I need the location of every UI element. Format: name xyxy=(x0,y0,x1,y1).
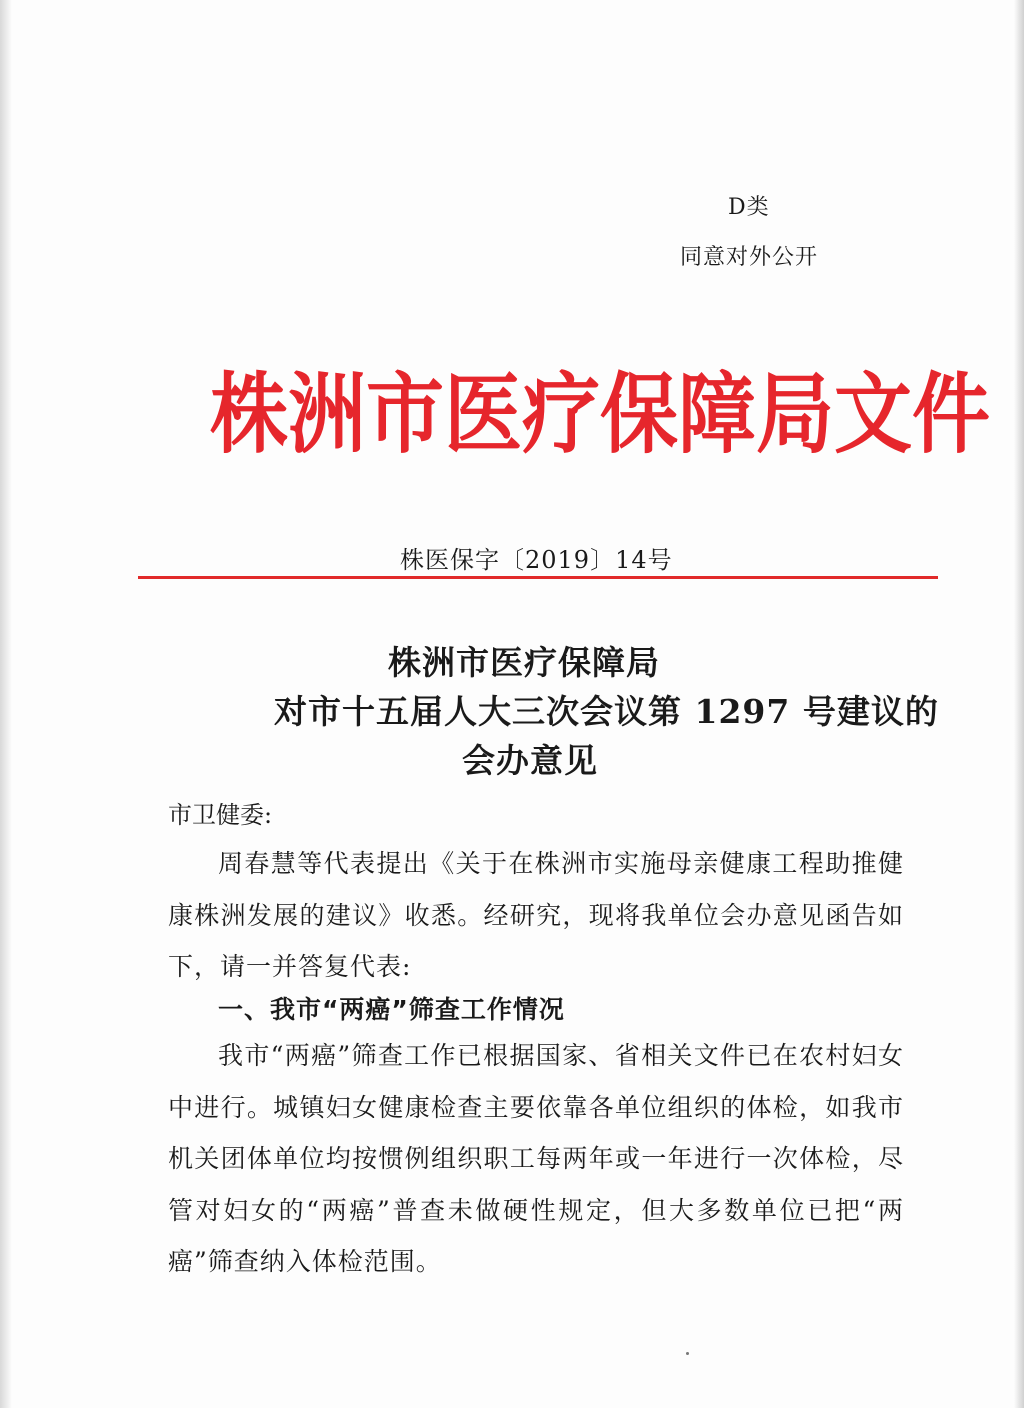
salutation: 市卫健委: xyxy=(168,801,273,829)
body-paragraph-2: 我市“两癌”筛查工作已根据国家、省相关文件已在农村妇女中进行。城镇妇女健康检查主要依靠各单位组织的体检，如我市机关团体单位均按惯例组织职工每两年或一年进行一次体检，尽管对妇女的“两癌”普查未做硬性规定，但大多数单位已把“两癌”筛查纳入体检范围。 xyxy=(168,1041,904,1276)
document-title-line-3: 会办意见 xyxy=(462,741,598,780)
scan-edge-right xyxy=(1014,0,1024,1408)
masthead-title: 株洲市医疗保障局文件 xyxy=(210,365,991,466)
body-paragraph-1: 周春慧等代表提出《关于在株洲市实施母亲健康工程助推健康株洲发展的建议》收悉。经研究，现将我单位会办意见函告如下，请一并答复代表: xyxy=(168,849,904,981)
disclosure-label: 同意对外公开 xyxy=(680,245,819,270)
classification-label: D类 xyxy=(728,195,770,220)
scan-speck xyxy=(686,1352,689,1355)
document-number: 株医保字〔2019〕14号 xyxy=(400,546,673,574)
document-title-line-2: 对市十五届人大三次会议第 1297 号建议的 xyxy=(274,692,939,731)
document-title-line-1: 株洲市医疗保障局 xyxy=(388,643,660,682)
scan-edge-left xyxy=(0,0,12,1408)
section-heading-1: 一、我市“两癌”筛查工作情况 xyxy=(218,995,565,1024)
red-divider-rule xyxy=(138,576,938,579)
